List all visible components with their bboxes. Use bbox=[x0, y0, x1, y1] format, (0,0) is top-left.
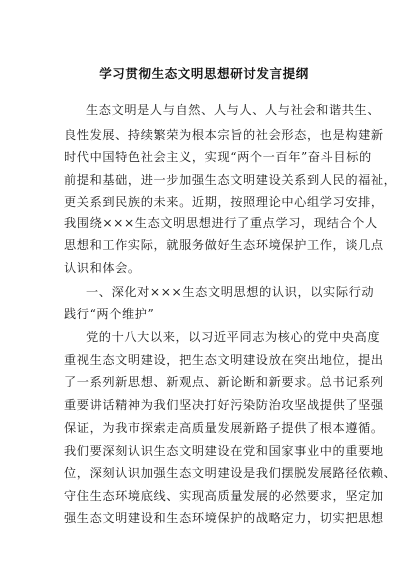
body-line: 守住生态环境底线、实现高质量发展的必然要求，坚定加 bbox=[64, 489, 384, 503]
body-line: 良性发展、持续繁荣为根本宗旨的社会形态，也是构建新 bbox=[64, 128, 384, 142]
body-line: 一、深化对×××生态文明思想的认识，以实际行动 bbox=[86, 285, 375, 299]
body-line: 更关系到民族的未来。近期，按照理论中心组学习安排， bbox=[64, 195, 384, 209]
body-line: 生态文明是人与自然、人与人、人与社会和谐共生、 bbox=[86, 103, 381, 117]
body-line: 保证，为我市探索走高质量发展新路子提供了根本遵循。 bbox=[64, 421, 384, 435]
body-line: 践行“两个维护” bbox=[64, 307, 155, 321]
body-line: 我围绕×××生态文明思想进行了重点学习，现结合个人 bbox=[64, 216, 378, 230]
body-line: 前提和基础，进一步加强生态文明建设关系到人民的福祉， bbox=[64, 173, 397, 187]
body-line: 时代中国特色社会主义，实现“两个一百年”奋斗目标的 bbox=[64, 150, 372, 164]
body-line: 重要讲话精神为我们坚决打好污染防治攻坚战提供了坚强 bbox=[64, 398, 384, 412]
body-line: 思想和工作实际，就服务做好生态环境保护工作，谈几点 bbox=[64, 238, 384, 252]
body-line: 党的十八大以来，以习近平同志为核心的党中央高度 bbox=[86, 330, 381, 344]
body-line: 重视生态文明建设，把生态文明建设放在突出地位，提出 bbox=[64, 353, 384, 367]
body-line: 了一系列新思想、新观点、新论断和新要求。总书记系列 bbox=[64, 375, 384, 389]
body-line: 强生态文明建设和生态环境保护的战略定力，切实把思想 bbox=[64, 511, 384, 525]
body-line: 位，深刻认识加强生态文明建设是我们摆脱发展路径依赖、 bbox=[64, 466, 397, 480]
body-line: 认识和体会。 bbox=[64, 261, 141, 275]
document-title: 学习贯彻生态文明思想研讨发言提纲 bbox=[99, 66, 309, 81]
body-line: 我们要深刻认识生态文明建设在党和国家事业中的重要地 bbox=[64, 444, 384, 458]
